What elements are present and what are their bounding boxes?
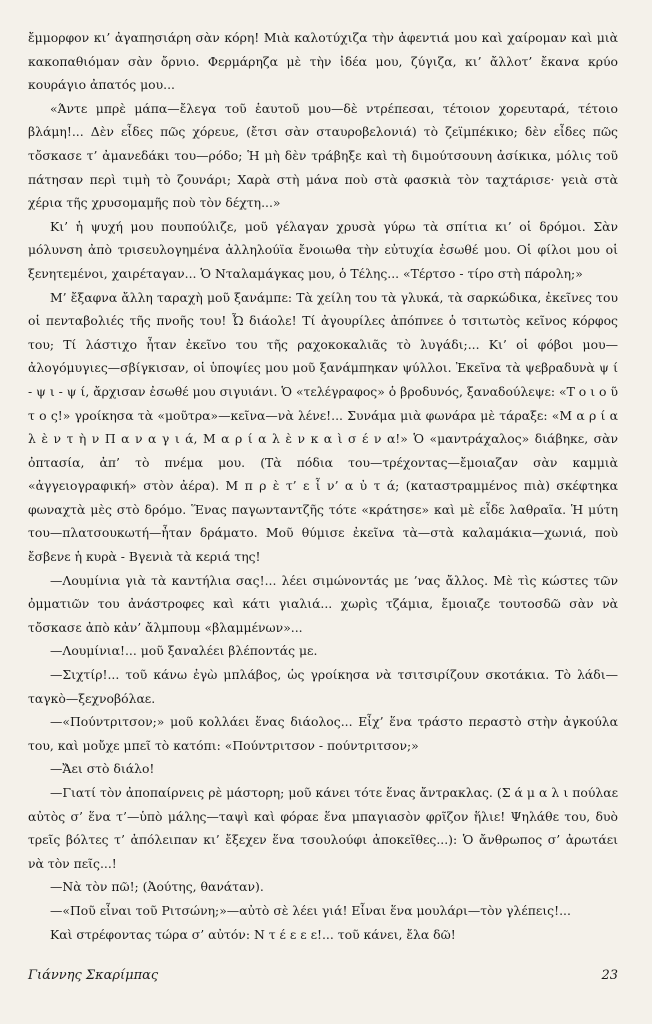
paragraph: —Ἄει στὸ διάλο! <box>50 761 155 777</box>
author-name: Γιάννης Σκαρίμπας <box>28 968 159 983</box>
paragraph: —Λουμίνια γιὰ τὰ καντήλια σας!... λέει σιμώνοντάς με ’νας ἄλλος. Μὲ τὶς κώστες τῶν ὀμματιῶν του ἀνάστροφες καὶ κάτι γιαλιά... χωρὶς τζάμια, ἔμοιαζε τουτοσδῶ σὰν νὰ τὄσκασε ἀπὸ κἀν’ ἄλμπουμ «βλαμμένων»... <box>28 572 618 635</box>
page-footer <box>28 968 618 983</box>
paragraph: Καὶ στρέφοντας τώρα σ’ αὐτόν: Ν τ έ ε ε ε!... τοῦ κάνει, ἔλα δῶ! <box>50 926 456 942</box>
paragraph: Μ’ ἔξαφνα ἄλλη ταραχὴ μοῦ ξανάμπε: Τὰ χείλη του τὰ γλυκά, τὰ σαρκώδικα, ἐκεῖνες του οἱ πενταβολιές τῆς πνοῆς του! Ὦ διάολε! Τί ἀγουρίλες ἀπόπνεε ὁ τσιτωτὸς κεῖνος κόρφος του; Τί λάστιχο ἦταν ἐκεῖνο του τῆς ραχοκοκαλιᾶς τὸ λυγάδι;... Κι’ οἱ φόβοι μου—ἀλογόμυγιες—σβίγκισαν, οἱ ὑποψίες μου μοῦ ξανάμπηκαν ψύλλοι. Ἐκεῖνα τὰ ψεβραδυνὰ ψ ί - ψ ι - ψ ί, ἄρχισαν ἐσωθέ μου σιγυιάνι. Ὁ «τελέγραφος» ὁ βροδυνός, ξαναδούλεψε: «Τ ο ι ο ῦ τ ο ς!» γροίκησα τὰ «μοῦτρα»—κεῖνα—νὰ λένε!... Συνάμα μιὰ φωνάρα μὲ τάραξε: «Μ α ρ ί α λ ὲ ν τ ὴ ν Π α ν α γ ι ά, Μ α ρ ί α λ ὲ ν κ α ὶ σ έ ν α!» Ὁ «μαντράχαλος» διάβηκε, σὰν ὀπτασία, ἀπ’ τὸ πνέμα μου. (Τὰ πόδια του—τρέχοντας—ἔμοιαζαν σὰν καμμιὰ «ἀγγειογραφική» στὸν ἀέρα). Μ π ρ ὲ τ’ ε ἶ ν’ α ὐ τ ά; (καταστραμμένος πιὰ) σκέφτηκα φωναχτὰ μὲς στὸ δρόμο. Ἕνας παγωνταντζῆς τότε «κράτησε» καὶ μὲ εἶδε λαθραῖα. Ἡ μύτη του—πλατσουκωτή—ἦταν δράματο. Μοῦ θύμισε ἐκεῖνα τὰ—στὰ καλαμάκια—χωνιά, ποὺ ἔσβενε ἡ κυρὰ - Βγενιὰ τὰ κεριά της! <box>28 289 618 565</box>
paragraph: —«Πούντριτσον;» μοῦ κολλάει ἕνας διάολος... Εἶχ’ ἕνα τράστο περαστὸ στὴν ἀγκούλα του, καὶ μοὔχε μπεῖ τὸ κατόπι: «Πούντριτσον - πούντριτσον;» <box>28 714 618 753</box>
paragraph: —Σιχτίρ!... τοῦ κάνω ἐγὼ μπλάβος, ὡς γροίκησα νὰ τσιτσιρίζουν σκοτάκια. Τὸ λάδι—ταγκὸ—ξεχνοβόλαε. <box>28 667 618 706</box>
paragraph: ἔμμορφον κι’ ἀγαπησιάρη σὰν κόρη! Μιὰ καλοτύχιζα τὴν ἀφεντιά μου καὶ χαίρομαν καὶ μιὰ κακοπαθιόμαν σὰν ὄρνιο. Φερμάρηζα μὲ τὴν ἰδέα μου, ζύγιζα, κι’ ἄλλοτ’ ἔκανα κρύο κουράγιο ἀπατός μου... <box>28 30 618 93</box>
paragraph: —«Ποῦ εἶναι τοῦ Ριτσώνη;»—αὐτὸ σὲ λέει γιά! Εἶναι ἕνα μουλάρι—τὸν γλέπεις!... <box>50 902 571 918</box>
paragraph: —Λουμίνια!... μοῦ ξαναλέει βλέποντάς με. <box>50 643 318 659</box>
page-number: 23 <box>601 968 618 983</box>
paragraph: Κι’ ἡ ψυχή μου πουπούλιζε, μοῦ γέλαγαν χρυσὰ γύρω τὰ σπίτια κι’ οἱ δρόμοι. Σὰν μόλυνση ἀπὸ τρισευλογημένα ἀλληλούϊα ἔνοιωθα τὴν εὐτυχία ἐσωθέ μου. Οἱ φίλοι μου οἱ ξενητεμένοι, χαιρέταγαν... Ὁ Νταλαμάγκας μου, ὁ Τέλης... «Τέρτσο - τίρο στὴ πάρολη;» <box>28 218 618 281</box>
paragraph: —Γιατί τὸν ἀποπαίρνεις ρὲ μάστορη; μοῦ κάνει τότε ἕνας ἄντρακλας. (Σ ά μ α λ ι πούλαε αὐτὸς σ’ ἕνα τ’—ὑπὸ μάλης—ταψὶ καὶ φόραε ἕνα μπαγιασὸν φρῖζον ἥλιε! Ψηλάθε του, δυὸ τρεῖς βόλτες τ’ ἀπόλειπαν κι’ ἔξεχεν ἕνα τσουλούφι ἀποκεῖθες...): Ὁ ἄνθρωπος σ’ ἀρωτάει νὰ τὸν πεῖς...! <box>28 785 618 871</box>
paragraph: —Νὰ τὸν πῶ!; (Ἀούτης, θανάταν). <box>50 879 264 895</box>
paragraph: «Άντε μπρὲ μάπα—ἔλεγα τοῦ ἑαυτοῦ μου—δὲ ντρέπεσαι, τέτοιον χορευταρά, τέτοιο βλάμη!... Δὲν εἶδες πῶς χόρευε, (ἔτσι σὰν σταυροβελονιά) τὸ ζεϊμπέκικο; δὲν εἶδες πῶς τὄσκασε τ’ ἀμανεδάκι του—ρόδο; Ἡ μὴ δὲν τράβηξε καὶ τὴ διμούτσουνη ἀσίκικα, μόλις τοῦ πάτησαν περὶ τιμὴ τὸ ζουνάρι; Χαρὰ στὴ μάνα ποὺ στὰ φασκιὰ τὸν ταχτάρισε· γειὰ στὰ χέρια τῆς χρυσομαμῆς ποὺ τὸν δέχτη...» <box>28 100 618 211</box>
page-body <box>28 26 618 946</box>
